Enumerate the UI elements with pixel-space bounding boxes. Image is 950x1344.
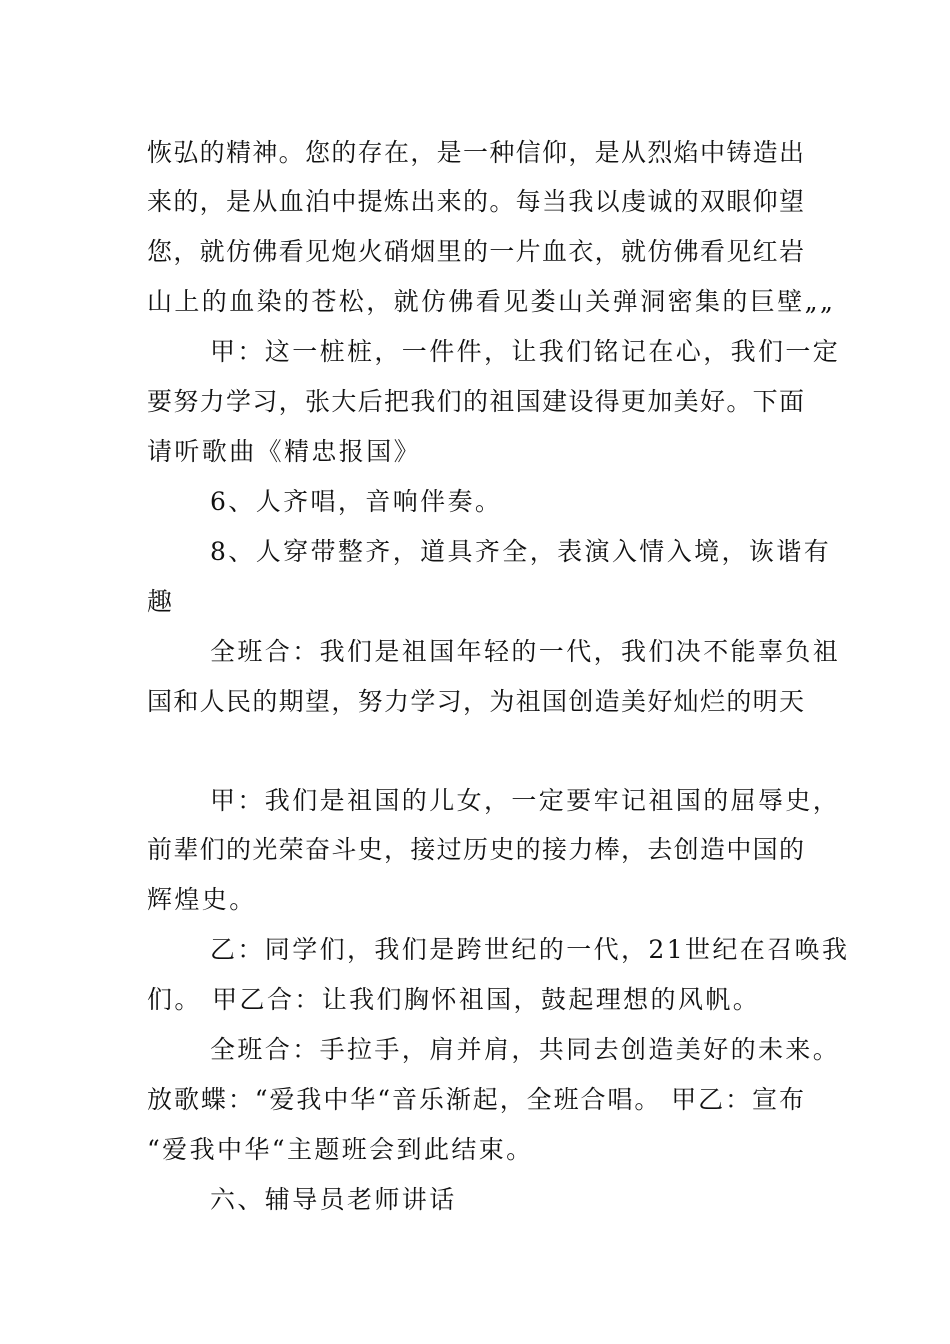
paragraph-line: 8、人穿带整齐，道具齐全，表演入情入境，诙谐有 <box>210 537 832 566</box>
paragraph-line: 全班合：手拉手，肩并肩，共同去创造美好的未来。 <box>210 1035 841 1064</box>
paragraph-line: 恢弘的精神。您的存在，是一种信仰，是从烈焰中铸造出 <box>147 138 804 167</box>
paragraph-line: “爱我中华“主题班会到此结束。 <box>147 1135 534 1164</box>
paragraph-line: 甲：我们是祖国的儿女，一定要牢记祖国的屈辱史， <box>210 786 841 815</box>
paragraph-line: 全班合：我们是祖国年轻的一代，我们决不能辜负祖 <box>210 637 841 666</box>
paragraph-line: 国和人民的期望，努力学习，为祖国创造美好灿烂的明天 <box>147 687 804 716</box>
paragraph-line: 趣 <box>147 587 175 616</box>
paragraph-line: 您，就仿佛看见炮火硝烟里的一片血衣，就仿佛看见红岩 <box>147 237 804 266</box>
paragraph-line: 甲：这一桩桩，一件件，让我们铭记在心，我们一定 <box>210 337 841 366</box>
paragraph-line: 前辈们的光荣奋斗史，接过历史的接力棒，去创造中国的 <box>147 835 804 864</box>
paragraph-line: 请听歌曲《精忠报国》 <box>147 437 422 466</box>
paragraph-line: 来的，是从血泊中提炼出来的。每当我以虔诚的双眼仰望 <box>147 187 804 216</box>
paragraph-line: 要努力学习，张大后把我们的祖国建设得更加美好。下面 <box>147 387 804 416</box>
paragraph-line: 辉煌史。 <box>147 885 257 914</box>
paragraph-line: 们。 甲乙合：让我们胸怀祖国，鼓起理想的风帆。 <box>147 985 761 1014</box>
paragraph-line: 6、人齐唱，音响伴奏。 <box>210 487 503 516</box>
paragraph-line: 放歌蝶：“爱我中华“音乐渐起，全班合唱。 甲乙：宣布 <box>147 1085 804 1114</box>
paragraph-line: 山上的血染的苍松，就仿佛看见娄山关弹洞密集的巨壁„„ <box>147 287 836 316</box>
section-heading: 六、辅导员老师讲话 <box>210 1185 457 1214</box>
paragraph-line: 乙：同学们，我们是跨世纪的一代，21世纪在召唤我 <box>210 935 850 964</box>
